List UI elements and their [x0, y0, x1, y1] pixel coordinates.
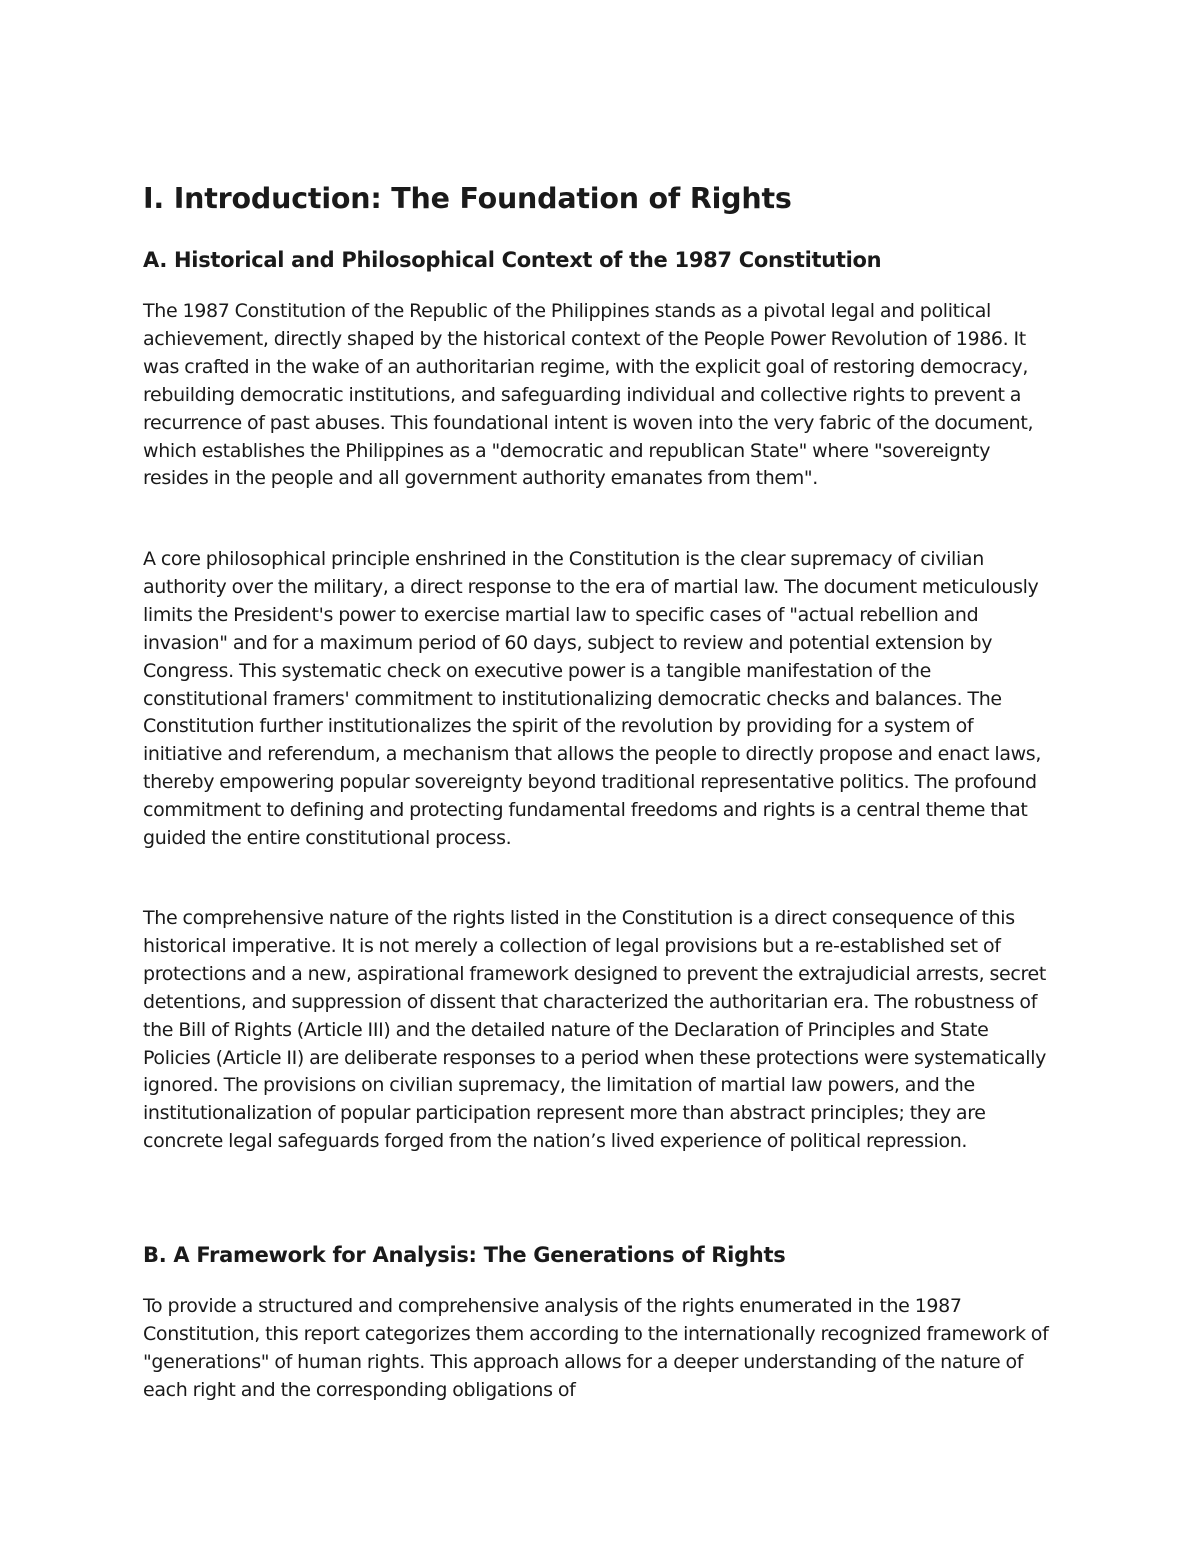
paragraph-comprehensive-rights: The comprehensive nature of the rights listed in the Constitution is a direct consequence of this historical imperative. It is not merely a collection of legal provisions but a re-established set of protections and a new, aspirational framework designed to prevent the extrajudicial arrests, secret detentions, and suppression of dissent that characterized the authoritarian era. The robustness of the Bill of Rights (Article III) and the detailed nature of the Declaration of Principles and State Policies (Article II) are deliberate responses to a period when these protections were systematically ignored. The provisions on civilian supremacy, the limitation of martial law powers, and the institutionalization of popular participation represent more than abstract principles; they are concrete legal safeguards forged from the nation’s lived experience of political repression.	[143, 907, 1047, 1153]
paragraph-historical-context: The 1987 Constitution of the Republic of the Philippines stands as a pivotal legal and political achievement, directly shaped by the historical context of the People Power Revolution of 1986. It was crafted in the wake of an authoritarian regime, with the explicit goal of restoring democracy, rebuilding democratic institutions, and safeguarding individual and collective rights to prevent a recurrence of past abuses. This foundational intent is woven into the very fabric of the document, which establishes the Philippines as a "democratic and republican State" where "sovereignty resides in the people and all government authority emanates from them".	[143, 300, 1034, 490]
paragraph-civilian-supremacy: A core philosophical principle enshrined in the Constitution is the clear supremacy of civilian authority over the military, a direct response to the era of martial law. The document meticulously limits the President's power to exercise martial law to specific cases of "actual rebellion and invasion" and for a maximum period of 60 days, subject to review and potential extension by Congress. This systematic check on executive power is a tangible manifestation of the constitutional framers' commitment to institutionalizing democratic checks and balances. The Constitution further institutionalizes the spirit of the revolution by providing for a system of initiative and referendum, a mechanism that allows the people to directly propose and enact laws, thereby empowering popular sovereignty beyond traditional representative politics. The profound commitment to defining and protecting fundamental freedoms and rights is a central theme that guided the entire constitutional process.	[143, 548, 1042, 850]
subsection-b-heading: B. A Framework for Analysis: The Generations of Rights	[143, 1243, 786, 1267]
subsection-a-heading: A. Historical and Philosophical Context of the 1987 Constitution	[143, 248, 882, 272]
paragraph-generations-framework: To provide a structured and comprehensive analysis of the rights enumerated in the 1987 Constitution, this report categorizes them according to the internationally recognized framework of "generations" of human rights. This approach allows for a deeper understanding of the nature of each right and the corresponding obligations of	[143, 1295, 1049, 1401]
section-title: I. Introduction: The Foundation of Rights	[143, 182, 792, 215]
